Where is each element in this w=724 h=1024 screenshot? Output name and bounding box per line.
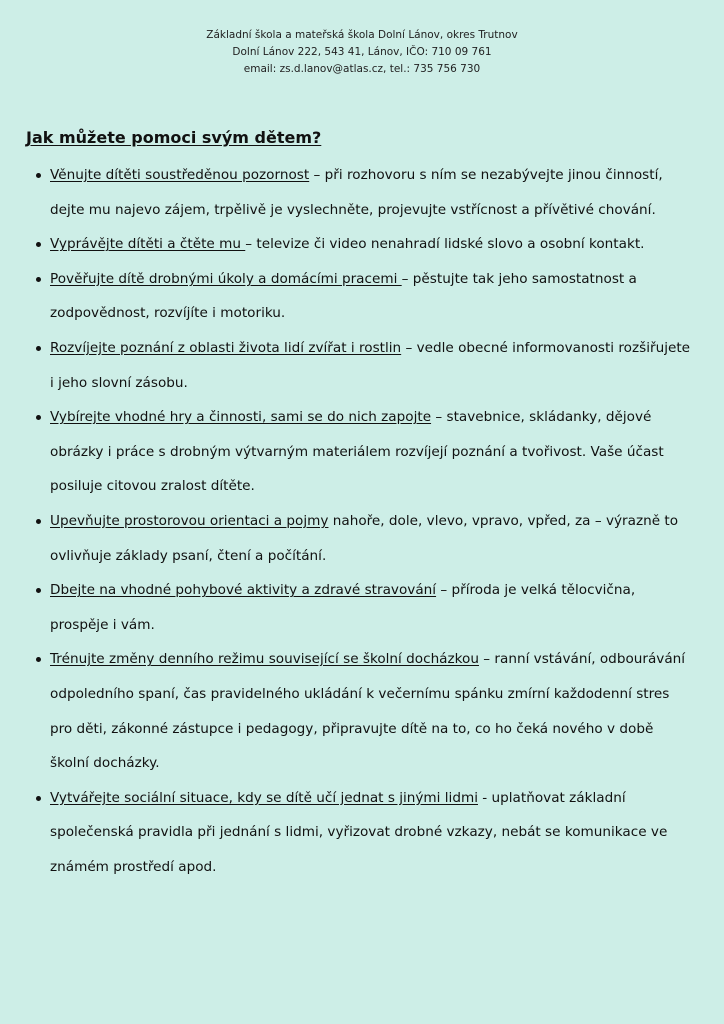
school-name: Základní škola a mateřská škola Dolní Lánov, okres Trutnov xyxy=(206,29,518,41)
bullet-icon xyxy=(36,588,41,593)
bullet-icon xyxy=(36,277,41,282)
bullet-icon xyxy=(36,657,41,662)
item-lead: Vybírejte vhodné hry a činnosti, sami se do nich zapojte xyxy=(50,409,432,426)
page-title: Jak můžete pomoci svým dětem? xyxy=(26,128,322,147)
list-item xyxy=(0,158,724,227)
item-text: – příroda je velká tělocvična, prospěje i vám. xyxy=(50,582,636,633)
list-item xyxy=(0,504,724,573)
item-lead: Věnujte dítěti soustředěnou pozornost xyxy=(50,167,310,183)
item-lead: Upevňujte prostorovou orientaci a pojmy xyxy=(50,512,329,529)
item-text: – při rozhovoru s ním se nezabývejte jinou činností, dejte mu najevo zájem, trpělivě je vyslechněte, projevujte vstřícnost a přívětivé chování. xyxy=(50,167,663,218)
bullet-icon xyxy=(36,346,41,351)
list-item xyxy=(0,781,724,885)
list-item xyxy=(0,262,724,331)
bullet-icon xyxy=(36,173,41,178)
item-lead: Dbejte na vhodné pohybové aktivity a zdravé stravování xyxy=(50,582,437,599)
item-lead: Vytvářejte sociální situace, kdy se dítě učí jednat s jinými lidmi xyxy=(50,789,478,806)
school-letterhead xyxy=(0,27,724,78)
item-text: - uplatňovat základní společenská pravidla při jednání s lidmi, vyřizovat drobné vzkazy, nebát se komunikace ve známém prostředí apod. xyxy=(50,789,668,875)
bullet-icon xyxy=(36,796,41,801)
item-text: – stavebnice, skládanky, dějové obrázky i práce s drobným výtvarným materiálem rozvíjejí poznání a tvořivost. Vaše účast posiluje citovou zralost dítěte. xyxy=(50,409,664,495)
list-item xyxy=(0,400,724,504)
item-text: – vedle obecné informovanosti rozšiřujete i jeho slovní zásobu. xyxy=(50,339,691,391)
item-lead: Vyprávějte dítěti a čtěte mu xyxy=(50,236,246,253)
item-lead: Rozvíjejte poznání z oblasti života lidí zvířat i rostlin xyxy=(50,339,402,356)
item-lead: Pověřujte dítě drobnými úkoly a domácími pracemi xyxy=(50,270,402,287)
advice-list xyxy=(0,158,724,884)
item-text: – ranní vstávání, odbourávání odpoledního spaní, čas pravidelného ukládání k večernímu spánku zmírní každodenní stres pro děti, zákonné zástupce i pedagogy, připravujte dítě na to, co ho čeká nového v době školní docházky. xyxy=(50,651,686,772)
bullet-icon xyxy=(36,415,41,420)
item-lead: Trénujte změny denního režimu související se školní docházkou xyxy=(50,651,479,668)
school-address: Dolní Lánov 222, 543 41, Lánov, IČO: 710 09 761 xyxy=(232,46,492,58)
item-text: – pěstujte tak jeho samostatnost a zodpovědnost, rozvíjíte i motoriku. xyxy=(50,270,637,322)
list-item xyxy=(0,642,724,780)
list-item xyxy=(0,573,724,642)
bullet-icon xyxy=(36,242,41,247)
school-contact: email: zs.d.lanov@atlas.cz, tel.: 735 756 730 xyxy=(243,63,481,75)
item-text: nahoře, dole, vlevo, vpravo, vpřed, za – výrazně to ovlivňuje základy psaní, čtení a počítání. xyxy=(50,512,679,564)
item-text: – televize či video nenahradí lidské slovo a osobní kontakt. xyxy=(245,236,645,253)
list-item xyxy=(0,331,724,400)
list-item xyxy=(0,227,724,262)
bullet-icon xyxy=(36,519,41,524)
